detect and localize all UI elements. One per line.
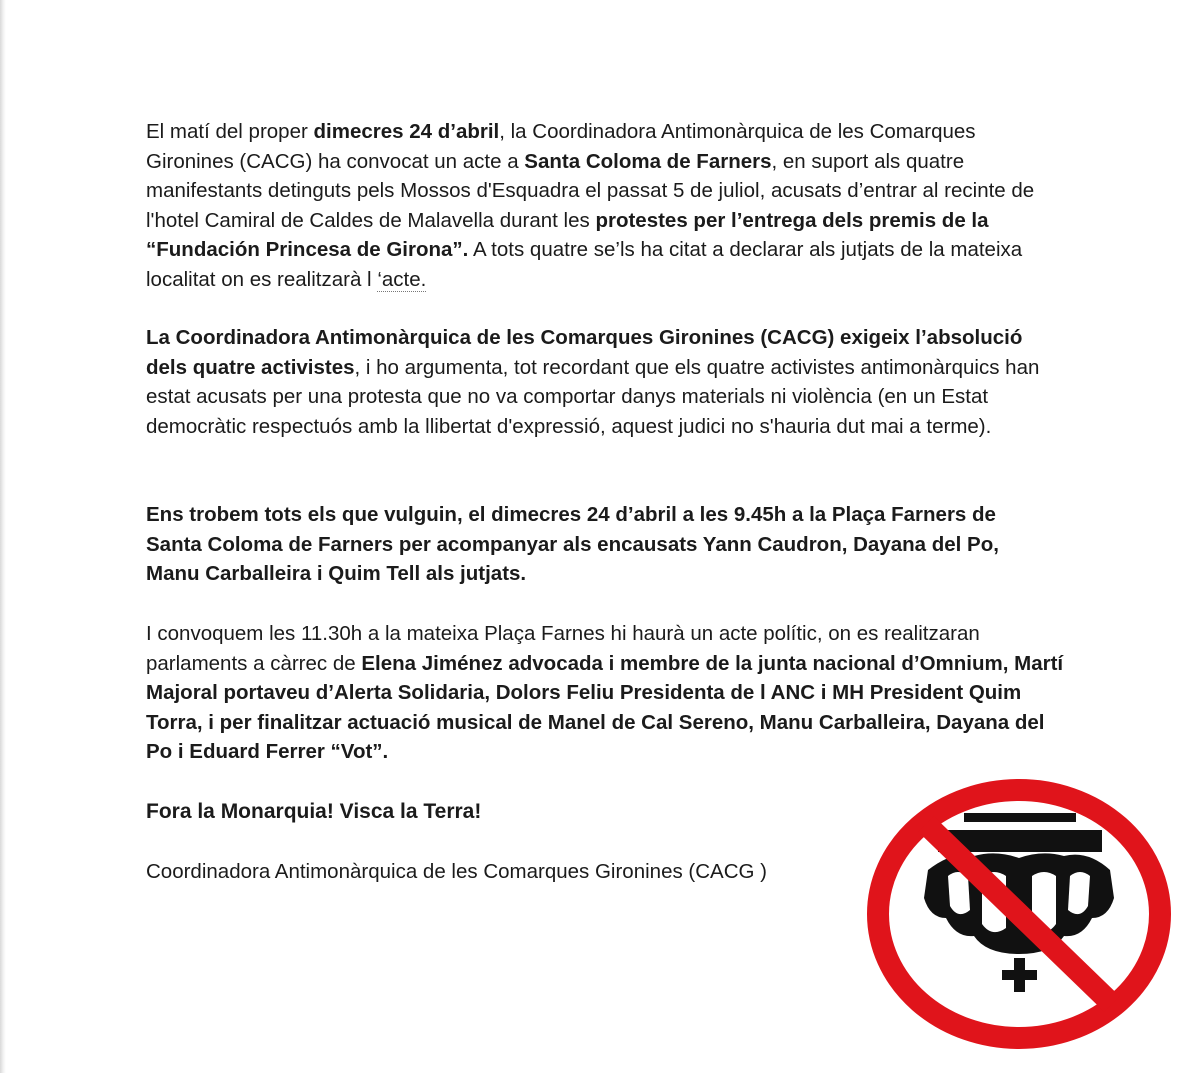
paragraph-demand: [146, 323, 1056, 441]
paragraph-meeting: Ens trobem tots els que vulguin, el dimecres 24 d’abril a les 9.45h a la Plaça Farners de Santa Coloma de Farners per acompanyar als encausats Yann Caudron, Dayana del Po, Manu Carballeira i Quim Tell als jutjats.: [146, 503, 999, 586]
text-run-underlined: ‘acte.: [377, 267, 427, 291]
text-run: , i ho argumenta, tot recordant que els quatre activistes antimonàrquics han estat acusats per una protesta que no va comportar danys materials ni violència (en un Estat democràtic respectuós amb la llibertat d'expressió, aquest judici no s'hauria dut mai a terme).: [146, 355, 1040, 438]
paragraph-political-act: [146, 619, 1066, 767]
text-run: , en suport als quatre manifestants detinguts pels Mossos d'Esquadra el passat 5 de juliol, acusats d’entrar al recinte de l'hotel Camiral de Caldes de Malavella durant les: [146, 149, 1035, 232]
signature: Coordinadora Antimonàrquica de les Comarques Gironines (CACG ): [146, 860, 767, 883]
page-left-edge: [0, 0, 6, 1073]
text-run: El matí del proper: [146, 120, 314, 143]
speakers-highlight: Elena Jiménez advocada i membre de la junta nacional d’Omnium, Martí Majoral portaveu d’Alerta Solidaria, Dolors Feliu Presidenta de l ANC i MH President Quim Torra, i per finalitzar actuació musical de Manel de Cal Sereno, Manu Carballeira, Dayana del Po i Eduard Ferrer “Vot”.: [146, 651, 1064, 764]
crown-band-top: [964, 813, 1076, 822]
crown-arch-right: [1068, 872, 1090, 914]
protest-highlight: protestes per l’entrega dels premis de la “Fundación Princesa de Girona”.: [146, 208, 989, 262]
no-monarchy-crown-icon: [866, 778, 1172, 1050]
paragraph-announcement: [146, 117, 1046, 295]
demand-highlight: La Coordinadora Antimonàrquica de les Comarques Gironines (CACG) exigeix l’absolució dels quatre activistes: [146, 326, 1023, 379]
location-highlight: Santa Coloma de Farners: [524, 149, 772, 173]
date-highlight: dimecres 24 d’abril: [313, 120, 500, 143]
text-run: A tots quatre se’ls ha citat a declarar als jutjats de la mateixa localitat on es realitzarà l: [146, 238, 1023, 291]
text-run: I convoquem les 11.30h a la mateixa Plaça Farnes hi haurà un acte polític, on es realitzaran parlaments a càrrec de: [146, 622, 980, 675]
cross-horizontal: [1002, 970, 1037, 980]
text-run: , la Coordinadora Antimonàrquica de les Comarques Gironines (CACG) ha convocat un acte a: [146, 120, 976, 173]
slogan: Fora la Monarquia! Visca la Terra!: [146, 800, 482, 823]
